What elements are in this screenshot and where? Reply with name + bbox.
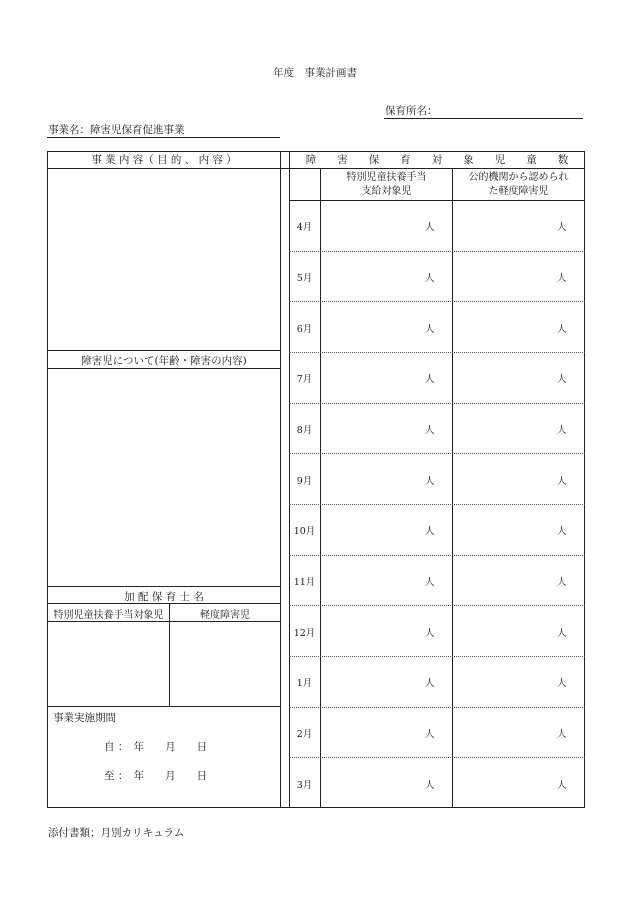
about-header-divider [47,368,280,369]
month-label: 1月 [296,678,313,689]
nursery-name-label: 保育所名： [385,105,438,117]
col1-header-line2: 支給対象児 [361,186,412,197]
month-row-divider [289,251,585,252]
month-label: 6月 [296,324,313,335]
about-children-header: 障害児について(年齢・障害の内容) [81,355,247,367]
period-label: 事業実施期間 [53,712,116,724]
staff-col1-header: 特別児童扶養手当対象児 [53,610,164,621]
col2-count-cell[interactable]: 人 [557,222,567,233]
month-label: 12月 [293,628,316,639]
month-row-divider [289,352,585,353]
col2-header-line2: た軽度障害児 [488,186,549,197]
col2-count-cell[interactable]: 人 [557,577,567,588]
period-from: 自 ： 年 月 日 [104,741,208,753]
month-label: 2月 [296,729,313,740]
month-label: 10月 [293,526,316,537]
col1-header-line1: 特別児童扶養手当 [346,172,427,183]
col1-count-cell[interactable]: 人 [425,273,435,284]
col2-count-cell[interactable]: 人 [557,273,567,284]
col2-count-cell[interactable]: 人 [557,729,567,740]
month-column-divider [320,168,321,808]
month-row-divider [289,453,585,454]
month-row-divider [289,504,585,505]
staff-header-divider [47,603,280,604]
col2-count-cell[interactable]: 人 [557,628,567,639]
col2-count-cell[interactable]: 人 [557,526,567,537]
month-row-divider [289,555,585,556]
about-area-bottom [47,586,280,587]
month-label: 8月 [296,425,313,436]
col1-count-cell[interactable]: 人 [425,324,435,335]
document-title: 年度 事業計画書 [273,67,357,79]
col1-count-cell[interactable]: 人 [425,780,435,791]
period-to: 至 ： 年 月 日 [104,770,208,782]
column-divider-main [280,151,281,808]
col2-count-cell[interactable]: 人 [557,374,567,385]
col1-header [321,171,452,199]
col1-count-cell[interactable]: 人 [425,628,435,639]
month-label: 5月 [296,273,313,284]
staff-col2-header: 軽度障害児 [200,610,250,621]
month-row-divider [289,301,585,302]
month-row-divider [289,605,585,606]
col1-count-cell[interactable]: 人 [425,222,435,233]
month-label: 4月 [296,222,313,233]
col1-count-cell[interactable]: 人 [425,425,435,436]
col2-count-cell[interactable]: 人 [557,678,567,689]
content-area-bottom [47,350,280,351]
project-name-underline [47,137,280,138]
month-row-divider [289,656,585,657]
staff-header: 加 配 保 育 士 名 [124,591,204,603]
attachments-note: 添付書類；月別カリキュラム [48,827,185,839]
month-label: 9月 [296,476,313,487]
col2-header [453,171,584,199]
col1-count-cell[interactable]: 人 [425,476,435,487]
staff-area-bottom [47,706,280,707]
col2-count-cell[interactable]: 人 [557,425,567,436]
nursery-name-field[interactable] [384,118,583,119]
month-row-divider [289,757,585,758]
col2-header-line1: 公的機関から認められ [468,172,569,183]
col2-count-cell[interactable]: 人 [557,476,567,487]
col1-count-cell[interactable]: 人 [425,374,435,385]
month-row-divider [289,403,585,404]
month-label: 11月 [293,577,316,588]
col1-count-cell[interactable]: 人 [425,577,435,588]
staff-col-divider [169,603,170,706]
count-column-divider [452,168,453,808]
col1-count-cell[interactable]: 人 [425,729,435,740]
staff-subheader-divider [47,621,280,622]
col2-count-cell[interactable]: 人 [557,780,567,791]
col1-count-cell[interactable]: 人 [425,678,435,689]
project-name: 事業名：障害児保育促進事業 [48,124,185,136]
content-header: 事 業 内 容（ 目 的 、 内 容 ） [91,154,237,166]
month-row-divider [289,707,585,708]
col2-count-cell[interactable]: 人 [557,324,567,335]
col1-count-cell[interactable]: 人 [425,526,435,537]
month-label: 7月 [296,374,313,385]
count-header: 障 害 保 育 対 象 児 童 数 [305,154,569,166]
month-label: 3月 [296,780,313,791]
col-header-divider [289,200,585,201]
